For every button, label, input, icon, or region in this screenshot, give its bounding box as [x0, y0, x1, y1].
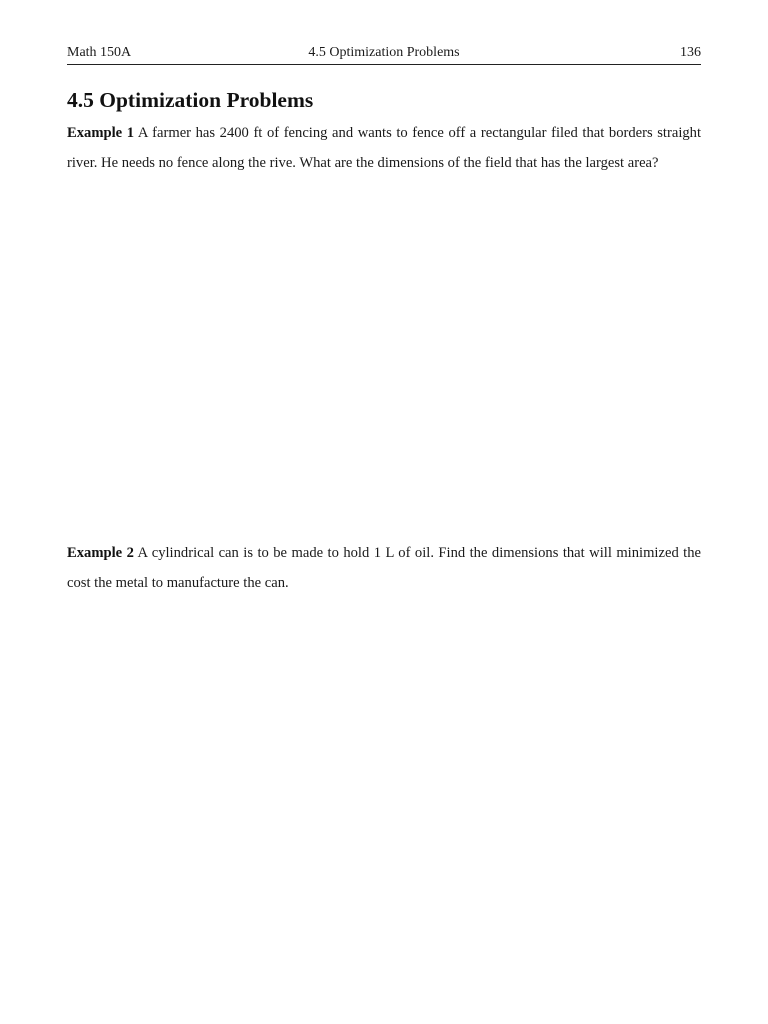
example-2-label: Example 2 — [67, 545, 134, 561]
page-number: 136 — [680, 45, 701, 60]
chapter-title: 4.5 Optimization Problems — [308, 45, 460, 60]
example-1 — [67, 118, 701, 178]
example-2-text: A cylindrical can is to be made to hold 1 L of oil. Find the dimensions that will minimized the cost the metal to manufacture the can. — [67, 545, 702, 591]
running-header — [67, 44, 701, 64]
example-2 — [67, 538, 701, 598]
example-1-label: Example 1 — [67, 125, 135, 141]
example-1-text: A farmer has 2400 ft of fencing and wants to fence off a rectangular filed that borders straight river. He needs no fence along the rive. What are the dimensions of the field that has the largest area? — [67, 125, 702, 171]
section-title: 4.5 Optimization Problems — [67, 88, 314, 112]
header-divider — [67, 64, 701, 65]
course-name: Math 150A — [67, 45, 132, 60]
